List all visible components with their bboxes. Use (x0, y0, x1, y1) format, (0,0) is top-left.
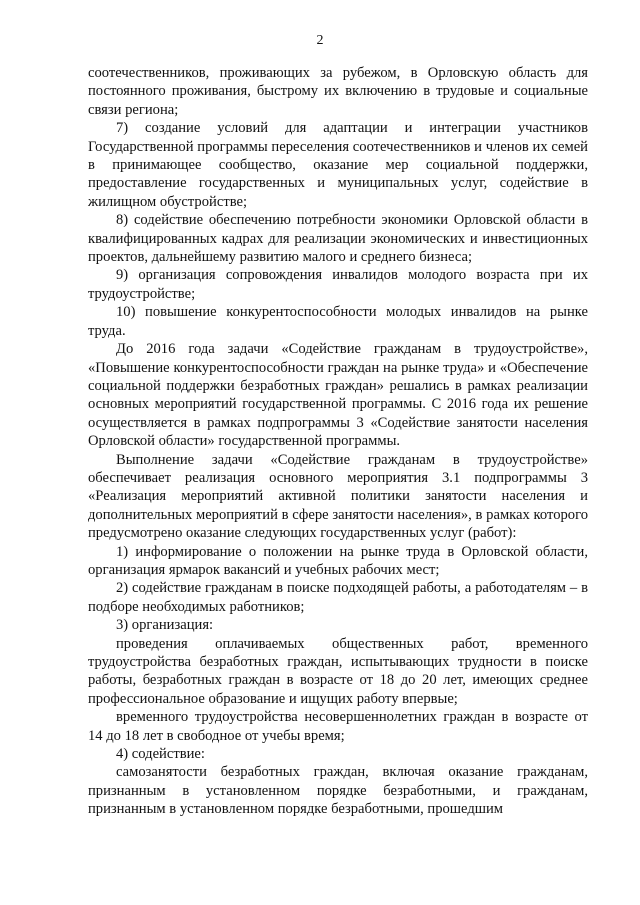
paragraph-public-works: проведения оплачиваемых общественных работ, временного трудоустройства безработных граждан, испытывающих трудности в поиске работы, безработных граждан в возрасте от 18 до 20 лет, имеющих среднее профессиональное образование и ищущих работу впервые; (88, 635, 588, 707)
paragraph-self-employment: самозанятости безработных граждан, включая оказание гражданам, признанным в установленном порядке безработными, и гражданам, признанным в установленном порядке безработными, прошедшим (88, 764, 588, 818)
paragraph-tasks-until-2016: До 2016 года задачи «Содействие гражданам в трудоустройстве», «Повышение конкурентоспособности граждан на рынке труда» и «Обеспечение социальной поддержки безработных граждан» решались в рамках реализации основных мероприятий государственной программы. С 2016 года их решение осуществляется в рамках подпрограммы 3 «Содействие занятости населения Орловской области» государственной программы. (88, 341, 588, 450)
paragraph-service-4: 4) содействие: (116, 746, 205, 763)
paragraph-service-2: 2) содействие гражданам в поиске подходящей работы, а работодателям – в подборе необходимых работников; (88, 580, 588, 615)
paragraph-item-8: 8) содействие обеспечению потребности экономики Орловской области в квалифицированных кадрах для реализации экономических и инвестиционных проектов, дальнейшему развитию малого и среднего бизнеса; (88, 212, 588, 266)
paragraph-service-1: 1) информирование о положении на рынке труда в Орловской области, организация ярмарок вакансий и учебных рабочих мест; (88, 543, 588, 578)
paragraph-minors-employment: временного трудоустройства несовершеннолетних граждан в возрасте от 14 до 18 лет в свободное от учебы время; (88, 709, 588, 744)
paragraph-service-3: 3) организация: (116, 617, 214, 634)
paragraph-item-9: 9) организация сопровождения инвалидов молодого возраста при их трудоустройстве; (88, 267, 588, 302)
document-body (88, 64, 588, 819)
page-number: 2 (316, 33, 324, 48)
paragraph-task-implementation: Выполнение задачи «Содействие гражданам в трудоустройстве» обеспечивает реализация основного мероприятия 3.1 подпрограммы 3 «Реализация мероприятий активной политики занятости населения и дополнительных мероприятий в сфере занятости населения», в рамках которого предусмотрено оказание следующих государственных услуг (работ): (88, 451, 588, 542)
paragraph-item-10: 10) повышение конкурентоспособности молодых инвалидов на рынке труда. (88, 304, 588, 339)
paragraph-item-7: 7) создание условий для адаптации и интеграции участников Государственной программы переселения соотечественников и членов их семей в принимающее сообщество, оказание мер социальной поддержки, предоставление государственных и муниципальных услуг, содействие в жилищном обустройстве; (88, 120, 588, 210)
paragraph-continuation: соотечественников, проживающих за рубежом, в Орловскую область для постоянного проживания, быстрому их включению в трудовые и социальные связи региона; (88, 65, 588, 118)
